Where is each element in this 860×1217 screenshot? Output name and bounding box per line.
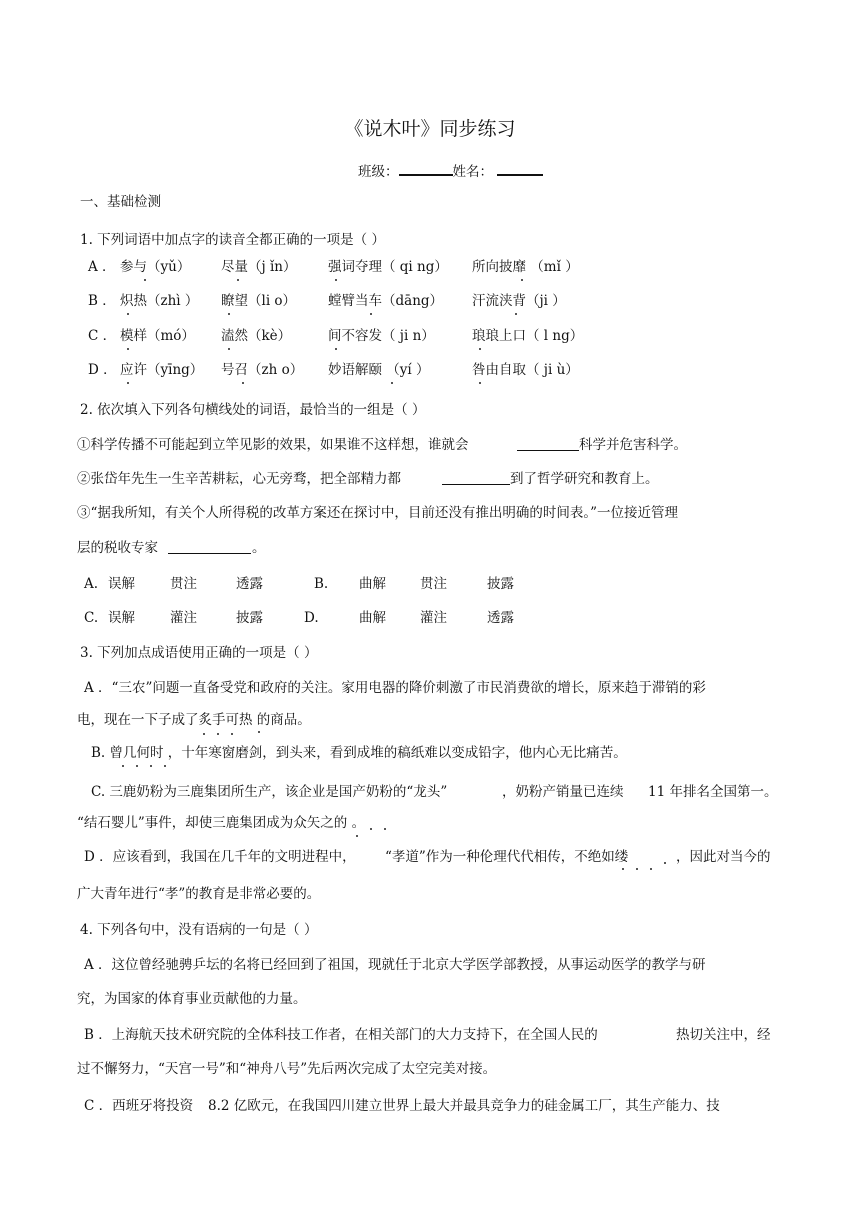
class-blank[interactable] — [399, 160, 453, 176]
option-item: 妙语解颐 （yí ） — [328, 362, 430, 378]
emphasis-dot — [150, 765, 152, 767]
emphasis-dot — [384, 828, 386, 830]
q3-option-b: B. 曾几何时 ，十年寒窗磨剑，到头来，看到成堆的稿纸难以变成铅字，他内心无比痛苦。 — [91, 745, 627, 761]
emphasis-dot — [127, 382, 129, 384]
section-heading: 一、基础检测 — [80, 194, 161, 210]
option-item: 琅琅上口（ l ng） — [472, 328, 584, 344]
emphasis-dot — [258, 731, 260, 733]
option-item: 强词夺理（ qi ng） — [328, 259, 448, 275]
emphasis-dot — [122, 765, 124, 767]
emphasis-dot — [127, 348, 129, 350]
q4-option-b: B ．上海航天技术研究院的全体科技工作者，在相关部门的大力支持下，在全国人民的 — [84, 1027, 598, 1043]
emphasis-dot — [356, 835, 358, 837]
emphasis-dot — [515, 313, 517, 315]
option-label: B. — [314, 576, 329, 592]
emphasis-dot — [144, 279, 146, 281]
q3-option-c-cont: “结石婴儿”事件，却使三鹿集团成为众矢之的 。 — [77, 815, 366, 831]
q4-option-a-cont: 究，为国家的体育事业贡献他的力量。 — [77, 991, 307, 1007]
q4-option-b-end: 热切关注中，经 — [676, 1027, 771, 1043]
option-item: 号召（zh o） — [221, 362, 304, 378]
option-item: 螳臂当车（dāng） — [328, 293, 444, 309]
emphasis-dot — [136, 765, 138, 767]
q2-sentence-1-end: 科学并危害科学。 — [579, 437, 687, 453]
q3-option-a: A ．“三农”问题一直备受党和政府的关注。家用电器的降价刺激了市民消费欲的增长，原来趋于滞销的彩 — [84, 680, 706, 696]
option-item: 模样（mó） — [120, 328, 195, 344]
q2-blank-1[interactable] — [517, 436, 579, 451]
option-item: 间不容发（ ji n） — [328, 328, 435, 344]
emphasis-dot — [228, 313, 230, 315]
q2-stem: 2. 依次填入下列各句横线处的词语，最恰当的一组是（ ） — [80, 402, 426, 418]
option-item: 汗流浃背（ji ） — [472, 293, 566, 309]
q2-sentence-3-cont: 层的税收专家 — [77, 540, 158, 556]
emphasis-dot — [127, 313, 129, 315]
emphasis-dot — [391, 382, 393, 384]
option-item: 瞭望（li o） — [221, 293, 297, 309]
option-label: D. — [304, 610, 319, 626]
option-item: 炽热（zhì ） — [120, 293, 199, 309]
q3-option-c-mid: ，奶粉产销量已连续 — [502, 784, 624, 800]
option-word: 误解 — [108, 610, 135, 626]
emphasis-dot — [370, 828, 372, 830]
option-word: 透露 — [487, 610, 514, 626]
option-word: 曲解 — [359, 610, 386, 626]
q3-option-a-cont: 电，现在一下子成了炙手可热 的商品。 — [77, 712, 311, 728]
q2-sentence-2: ②张岱年先生一生辛苦耕耘，心无旁骛，把全部精力都 — [77, 471, 401, 487]
option-word: 披露 — [236, 610, 263, 626]
emphasis-dot — [370, 313, 372, 315]
q2-sentence-3: ③“据我所知，有关个人所得税的改革方案还在探讨中，目前还没有推出明确的时间表。”一位接近管理 — [77, 505, 679, 521]
option-item: 应许（yīng） — [120, 362, 204, 378]
q1-stem: 1. 下列词语中加点字的读音全都正确的一项是（ ） — [80, 232, 385, 248]
option-label: A. — [84, 576, 99, 592]
option-item: 参与（yǔ） — [120, 259, 191, 275]
name-blank[interactable] — [497, 160, 543, 176]
option-label: A ． — [88, 259, 116, 275]
q3-option-c: C. 三鹿奶粉为三鹿集团所生产，该企业是国产奶粉的“龙头” — [91, 784, 448, 800]
q4-option-c-cont: 8.2 亿欧元，在我国四川建立世界上最大并最具竞争力的硅金属工厂，其生产能力、技 — [208, 1098, 720, 1114]
q3-option-d-mid: “孝道”作为一种伦理代代相传，不绝如缕 — [385, 849, 629, 865]
emphasis-dot — [335, 348, 337, 350]
option-item: 咎由自取（ ji ù） — [472, 362, 579, 378]
name-label: 姓名： — [452, 164, 493, 180]
option-label: C ． — [88, 328, 117, 344]
emphasis-dot — [521, 279, 523, 281]
q2-sentence-1: ①科学传播不可能起到立竿见影的效果，如果谁不这样想，谁就会 — [77, 437, 469, 453]
emphasis-dot — [479, 348, 481, 350]
q2-blank-3[interactable] — [168, 539, 251, 554]
q2-sentence-3-end: 。 — [252, 540, 266, 556]
option-label: B ． — [88, 293, 116, 309]
option-word: 灌注 — [420, 610, 447, 626]
q3-option-c-end: 11 年排名全国第一。 — [648, 784, 778, 800]
emphasis-dot — [650, 868, 652, 870]
q3-stem: 3. 下列加点成语使用正确的一项是（ ） — [80, 645, 318, 661]
emphasis-dot — [237, 279, 239, 281]
option-label: C. — [84, 610, 99, 626]
emphasis-dot — [231, 733, 233, 735]
option-word: 透露 — [236, 576, 263, 592]
q2-blank-2[interactable] — [442, 470, 510, 485]
option-label: D ． — [88, 362, 117, 378]
emphasis-dot — [622, 868, 624, 870]
q3-option-d-cont: 广大青年进行“孝”的教育是非常必要的。 — [77, 886, 321, 902]
q4-option-c: C ．西班牙将投资 — [84, 1098, 194, 1114]
option-word: 贯注 — [420, 576, 447, 592]
emphasis-dot — [479, 382, 481, 384]
q4-stem: 4. 下列各句中，没有语病的一句是（ ） — [80, 922, 318, 938]
page-title: 《说木叶》同步练习 — [344, 118, 516, 140]
q4-option-a: A ．这位曾经驰骋乒坛的名将已经回到了祖国，现就任于北京大学医学部教授，从事运动医学的教学与研 — [84, 957, 706, 973]
option-word: 贯注 — [170, 576, 197, 592]
option-item: 溘然（kè） — [221, 328, 292, 344]
emphasis-dot — [636, 868, 638, 870]
emphasis-dot — [164, 765, 166, 767]
option-word: 灌注 — [170, 610, 197, 626]
option-word: 曲解 — [359, 576, 386, 592]
emphasis-dot — [228, 348, 230, 350]
class-label: 班级： — [358, 164, 399, 180]
option-word: 误解 — [108, 576, 135, 592]
option-item: 所向披靡 （mǐ ） — [472, 259, 579, 275]
q3-option-d-end: ，因此对当今的 — [676, 849, 771, 865]
option-word: 披露 — [487, 576, 514, 592]
emphasis-dot — [335, 279, 337, 281]
q3-option-d: D ．应该看到，我国在几千年的文明进程中， — [84, 849, 356, 865]
class-name-line — [358, 160, 543, 181]
q2-sentence-2-end: 到了哲学研究和教育上。 — [510, 471, 659, 487]
emphasis-dot — [664, 862, 666, 864]
emphasis-dot — [242, 382, 244, 384]
q4-option-b-cont: 过不懈努力，“天宫一号”和“神舟八号”先后两次完成了太空完美对接。 — [77, 1061, 497, 1077]
emphasis-dot — [203, 733, 205, 735]
option-item: 尽量（j ǐn） — [221, 259, 297, 275]
emphasis-dot — [217, 733, 219, 735]
